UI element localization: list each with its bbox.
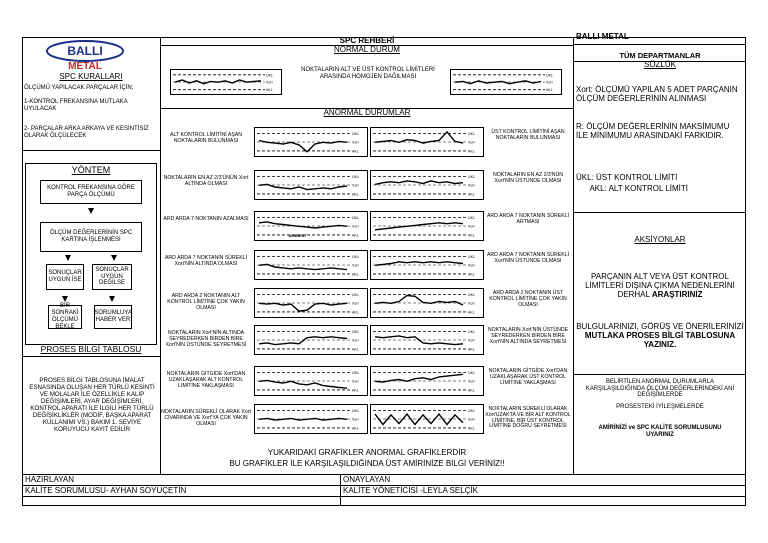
abnormal-right-desc: NOKTALARIN SÜREKLİ OLARAK Xort'UZAKTA VE BİR ALT KONTROL LİMİTİNE, BİR ÜST KONTROL LİMİTİNE DOĞRU SEYRETMESİ bbox=[485, 406, 571, 430]
legend-akl: AKL bbox=[352, 347, 359, 352]
action-notify: AMİRİNİZİ ve SPC KALİTE SORUMLUSUNU UYARINIZ bbox=[598, 425, 722, 438]
legend-ukl: ÜKL bbox=[468, 409, 475, 414]
legend-akl: AKL bbox=[468, 426, 475, 431]
abnormal-title: ANORMAL DURUMLAR bbox=[323, 108, 411, 117]
legend-xort: Xort bbox=[468, 417, 475, 422]
normal-chart-left bbox=[170, 69, 282, 95]
control-chart-icon bbox=[451, 70, 561, 94]
legend-xort: Xort bbox=[546, 80, 553, 85]
legend-akl: AKL bbox=[352, 272, 359, 277]
actions-rule bbox=[573, 374, 746, 375]
abnormal-right-desc: NOKTALARIN EN AZ 2/3'NÜN Xort'NİN ÜSTÜNDE OLMASI bbox=[492, 172, 564, 184]
legend-ukl: ÜKL bbox=[468, 293, 475, 298]
measurement-line bbox=[259, 303, 347, 311]
measurement-line bbox=[259, 337, 347, 345]
control-chart-icon bbox=[371, 212, 483, 240]
prepared-name: KALİTE SORUMLUSU- AYHAN SOYUÇETİN bbox=[25, 486, 187, 495]
abnormal-chart-right bbox=[370, 250, 484, 280]
abnormal-chart-right bbox=[370, 288, 484, 318]
flow-step-notify: SORUMLUYA HABER VER bbox=[94, 305, 132, 329]
rules-title: SPC KURALLARI bbox=[59, 72, 123, 81]
abnormal-right-desc: ARD ARDA 2 NOKTANIN ÜST KONTROL LİMİTİNE ÇOK YAKIN OLMASI bbox=[489, 290, 567, 308]
legend-ukl: ÜKL bbox=[352, 330, 359, 335]
akl-definition: AKL: ALT KONTROL LİMİTİ bbox=[589, 184, 688, 193]
footer-line-1: YUKARIDAKİ GRAFİKLER ANORMAL GRAFİKLERDİR bbox=[267, 448, 467, 457]
measurement-line bbox=[259, 380, 347, 388]
legend-ukl: ÜKL bbox=[468, 175, 475, 180]
legend-xort: Xort bbox=[352, 183, 359, 188]
control-chart-icon bbox=[371, 326, 483, 354]
flow-step-ok: SONUÇLAR UYGUN İSE bbox=[46, 264, 84, 290]
arrow-down-icon bbox=[109, 296, 115, 302]
abnormal-chart-right bbox=[370, 366, 484, 396]
legend-xort: Xort bbox=[468, 379, 475, 384]
control-chart-icon bbox=[255, 251, 367, 279]
legend-xort: Xort bbox=[352, 379, 359, 384]
footer-line-2: BU GRAFİKLER İLE KARŞILAŞILDIĞINDA ÜST AMİRİNİZE BİLGİ VERİNİZ!! bbox=[229, 459, 505, 468]
legend-xort: Xort bbox=[352, 301, 359, 306]
method-title: YÖNTEM bbox=[71, 165, 111, 175]
legend-xort: Xort bbox=[352, 140, 359, 145]
process-title: PROSES BİLGİ TABLOSU bbox=[40, 344, 142, 354]
measurement-line bbox=[259, 222, 347, 228]
abnormal-chart-right bbox=[370, 211, 484, 241]
company-name: BALLI METAL bbox=[576, 32, 629, 41]
abnormal-chart-left bbox=[254, 325, 368, 355]
legend-xort: Xort bbox=[468, 183, 475, 188]
action-investigate-text: PARÇANIN ALT VEYA ÜST KONTROL LİMİTLERİ DIŞINA ÇIKMA NEDENLERİNİ DERHAL bbox=[585, 272, 735, 299]
legend-xort: Xort bbox=[468, 301, 475, 306]
abnormal-right-desc: ARD ARDA 7 NOKTANIN SÜREKLİ Xort'NİN ÜSTÜNDE OLMASI bbox=[486, 252, 570, 264]
control-chart-icon bbox=[171, 70, 281, 94]
measurement-line bbox=[175, 80, 261, 84]
legend-akl: AKL bbox=[468, 233, 475, 238]
control-chart-icon bbox=[371, 289, 483, 317]
arrow-down-icon bbox=[62, 296, 68, 302]
rules-divider bbox=[22, 150, 160, 151]
legend-akl: AKL bbox=[352, 233, 359, 238]
legend-xort: Xort bbox=[352, 417, 359, 422]
legend-ukl: ÜKL bbox=[266, 73, 273, 78]
abnormal-chart-left bbox=[254, 404, 368, 434]
abnormal-chart-left bbox=[254, 366, 368, 396]
prepared-label: HAZIRLAYAN bbox=[25, 475, 75, 484]
legend-akl: AKL bbox=[468, 347, 475, 352]
abnormal-chart-left bbox=[254, 170, 368, 200]
abnormal-chart-left bbox=[254, 127, 368, 157]
chart-overlay-label: AMBIENT bbox=[288, 233, 307, 239]
approved-name: KALİTE YÖNETİCİSİ -LEYLA SELÇİK bbox=[343, 486, 479, 495]
r-definition: R: ÖLÇÜM DEĞERLERİNİN MAKSİMUMU İLE MİNİMUMU ARASINDAKİ FARKIDIR. bbox=[576, 122, 730, 140]
legend-xort: Xort bbox=[468, 224, 475, 229]
abnormal-right-desc: ÜST KONTROL LİMİTİNİ AŞAN NOKTALARIN BULUNMASI bbox=[491, 129, 565, 141]
flow-step-record: ÖLÇÜM DEĞERLERİNİN SPC KARTINA İŞLENMESİ bbox=[40, 222, 142, 252]
legend-ukl: ÜKL bbox=[468, 330, 475, 335]
legend-akl: AKL bbox=[352, 388, 359, 393]
legend-ukl: ÜKL bbox=[468, 132, 475, 137]
flow-step-measure: KONTROL FREKANSINA GÖRE PARÇA ÖLÇÜMÜ bbox=[40, 180, 142, 204]
process-divider bbox=[22, 356, 160, 357]
legend-akl: AKL bbox=[352, 310, 359, 315]
actions-title: AKSİYONLAR bbox=[634, 235, 686, 244]
signature-bottom-rule bbox=[22, 496, 746, 497]
legend-ukl: ÜKL bbox=[352, 255, 359, 260]
flow-step-wait: BİR SONRAKİ ÖLÇÜMÜ BEKLE bbox=[48, 305, 82, 329]
measurement-line bbox=[259, 418, 347, 420]
abnormal-right-desc: NOKTALARIN Xort'NİN ÜSTÜNDE SEYREDERKEN BİRDEN BİRE Xort'NİN ALTINDA SEYRETMESİ bbox=[487, 327, 569, 345]
abnormal-left-desc: NOKTALARIN EN AZ 2/3'ÜNÜN Xort ALTINDA OLMASI bbox=[163, 175, 249, 187]
legend-ukl: ÜKL bbox=[468, 371, 475, 376]
legend-xort: Xort bbox=[352, 338, 359, 343]
abnormal-left-desc: ARD ARDA 7 NOKTANIN AZALMASI bbox=[163, 216, 249, 222]
glossary-rule bbox=[573, 212, 746, 213]
glossary-title: SÖZLÜK bbox=[643, 60, 676, 69]
signature-divider bbox=[340, 474, 341, 506]
abnormal-left-desc: NOKTALARIN SÜREKLİ OLARAK Xort CİVARINDA VE Xort'YA ÇOK YAKIN OLMASI bbox=[161, 409, 251, 427]
legend-akl: AKL bbox=[352, 149, 359, 154]
abnormal-chart-left bbox=[254, 211, 368, 241]
abnormal-left-desc: NOKTALARIN Xort'NİN ALTINDA SEYREDERKEN BİRDEN BİRE Xort'NİN ÜSTÜNDE SEYRETMESİ bbox=[165, 330, 247, 348]
company-logo bbox=[35, 39, 135, 71]
control-chart-icon bbox=[255, 367, 367, 395]
control-chart-icon bbox=[371, 171, 483, 199]
normal-title: NORMAL DURUM bbox=[334, 45, 400, 54]
abnormal-left-desc: ARD ARDA 2 NOKTANIN ALT KONTROL LİMİTİNE ÇOK YAKIN OLMASI bbox=[167, 293, 245, 311]
rule-intro: ÖLÇÜMÜ YAPILACAK PARÇALAR İÇİN; bbox=[24, 85, 134, 91]
legend-ukl: ÜKL bbox=[468, 216, 475, 221]
company-rule bbox=[573, 44, 746, 45]
legend-ukl: ÜKL bbox=[546, 73, 553, 78]
legend-akl: AKL bbox=[266, 88, 273, 93]
action-investigate bbox=[576, 273, 744, 300]
xort-definition: Xort: ÖLÇÜMÜ YAPILAN 5 ADET PARÇANIN ÖLÇÜM DEĞERLERİNİN ALINMASI bbox=[576, 85, 738, 103]
abnormal-left-desc: NOKTALARIN GİTGİDE Xort'DAN UZAKLAŞARAK ALT KONTROL LİMİTİNE YAKLAŞMASI bbox=[166, 371, 246, 389]
abnormal-chart-left bbox=[254, 288, 368, 318]
action-alert-cases: BELİRTİLEN ANORMAL DURUMLARLA KARŞILAŞILDIĞINDA ÖLÇÜM DEĞERLERİNDEKİ ANİ DEĞİŞİMLERDE bbox=[585, 379, 735, 399]
legend-ukl: ÜKL bbox=[352, 175, 359, 180]
abnormal-chart-right bbox=[370, 325, 484, 355]
legend-akl: AKL bbox=[468, 272, 475, 277]
action-record-emphasis: MUTLAKA PROSES BİLGİ TABLOSUNA YAZINIZ. bbox=[584, 330, 736, 349]
arrow-down-icon bbox=[88, 208, 94, 214]
action-investigate-emphasis: ARAŞTIRINIZ bbox=[651, 289, 703, 299]
ukl-definition: ÜKL: ÜST KONTROL LİMİTİ bbox=[576, 173, 678, 182]
page-title: SPC REHBERİ bbox=[339, 36, 395, 45]
legend-akl: AKL bbox=[546, 88, 553, 93]
legend-akl: AKL bbox=[468, 310, 475, 315]
legend-akl: AKL bbox=[352, 192, 359, 197]
control-chart-icon bbox=[371, 251, 483, 279]
legend-xort: Xort bbox=[468, 263, 475, 268]
measurement-line bbox=[375, 223, 463, 230]
control-chart-icon bbox=[371, 367, 483, 395]
legend-ukl: ÜKL bbox=[352, 371, 359, 376]
arrow-down-icon bbox=[111, 255, 117, 261]
legend-akl: AKL bbox=[468, 388, 475, 393]
measurement-line bbox=[455, 81, 541, 84]
legend-xort: Xort bbox=[352, 263, 359, 268]
control-chart-icon bbox=[371, 405, 483, 433]
arrow-down-icon bbox=[65, 255, 71, 261]
abnormal-chart-right bbox=[370, 127, 484, 157]
normal-chart-right bbox=[450, 69, 562, 95]
abnormal-left-desc: ARD ARDA 7 NOKTANIN SÜREKLİ Xort'NİN ALTINDA OLMASI bbox=[164, 255, 248, 267]
control-chart-icon bbox=[255, 289, 367, 317]
flow-step-not-ok: SONUÇLAR UYGUN DEĞİLSE bbox=[92, 264, 132, 290]
legend-akl: AKL bbox=[468, 192, 475, 197]
normal-desc: NOKTALARIN ALT VE ÜST KONTROL LİMİTLERİ ARASINDA HOMOJEN DAĞILMASI bbox=[301, 67, 435, 80]
legend-ukl: ÜKL bbox=[468, 255, 475, 260]
abnormal-left-desc: ALT KONTROL LİMİTİNİ AŞAN NOKTALARIN BULUNMASI bbox=[170, 132, 242, 144]
action-record bbox=[576, 323, 744, 350]
control-chart-icon bbox=[255, 212, 367, 240]
abnormal-chart-left bbox=[254, 250, 368, 280]
abnormal-right-desc: NOKTALARIN GİTGİDE Xort'DAN UZAKLAŞARAK ÜST KONTROL LİMİTİNE YAKLAŞMASI bbox=[488, 368, 568, 386]
svg-text:METAL: METAL bbox=[68, 61, 102, 71]
rule-2: 2- PARÇALAR ARKA ARKAYA VE KESİNTİSİZ OLARAK ÖLÇÜLECEK bbox=[24, 126, 149, 139]
legend-akl: AKL bbox=[352, 426, 359, 431]
legend-xort: Xort bbox=[352, 224, 359, 229]
legend-ukl: ÜKL bbox=[352, 409, 359, 414]
legend-xort: Xort bbox=[468, 140, 475, 145]
control-chart-icon bbox=[255, 326, 367, 354]
control-chart-icon bbox=[255, 128, 367, 156]
process-text: PROSES BİLGİ TABLOSUNA İMALAT ESNASINDA OLUŞAN HER TÜRLÜ KESİNTİ VE MOLALAR İLE ÖZELLİKLE KALIP DEĞİŞİMLERİ, AYAR DEĞİŞİMLERİ, KONTROL APARATI İLE İLGİLİ HER TÜRLÜ DEĞİŞİKLİKLER (MODİF, BAŞKA APARAT KULLANIMI VS.) BAKIM 1. SEVİYE KORUYUCU KAYIT EDİLİR bbox=[29, 377, 155, 433]
abnormal-right-desc: ARD ARDA 7 NOKTANIN SÜREKLİ ARTMASI bbox=[486, 213, 570, 225]
action-record-text: BULGULARINIZI, GÖRÜŞ VE ÖNERİLERİNİZİ bbox=[576, 322, 744, 331]
department: TÜM DEPARTMANLAR bbox=[619, 51, 701, 60]
abnormal-chart-right bbox=[370, 404, 484, 434]
right-column-divider bbox=[573, 37, 574, 474]
legend-xort: Xort bbox=[468, 338, 475, 343]
control-chart-icon bbox=[255, 405, 367, 433]
measurement-line bbox=[375, 181, 463, 185]
legend-ukl: ÜKL bbox=[352, 293, 359, 298]
svg-text:BALLI: BALLI bbox=[67, 44, 103, 58]
legend-ukl: ÜKL bbox=[352, 216, 359, 221]
legend-ukl: ÜKL bbox=[352, 132, 359, 137]
control-chart-icon bbox=[371, 128, 483, 156]
legend-xort: Xort bbox=[266, 80, 273, 85]
control-chart-icon bbox=[255, 171, 367, 199]
approved-label: ONAYLAYAN bbox=[343, 475, 391, 484]
rule-1: 1-KONTROL FREKANSINA MUTLAKA UYULACAK bbox=[24, 99, 128, 112]
measurement-line bbox=[375, 296, 463, 306]
legend-akl: AKL bbox=[468, 149, 475, 154]
abnormal-chart-right bbox=[370, 170, 484, 200]
action-improvements: PROSESTEKİ İYİLEŞMELERDE bbox=[616, 404, 704, 410]
